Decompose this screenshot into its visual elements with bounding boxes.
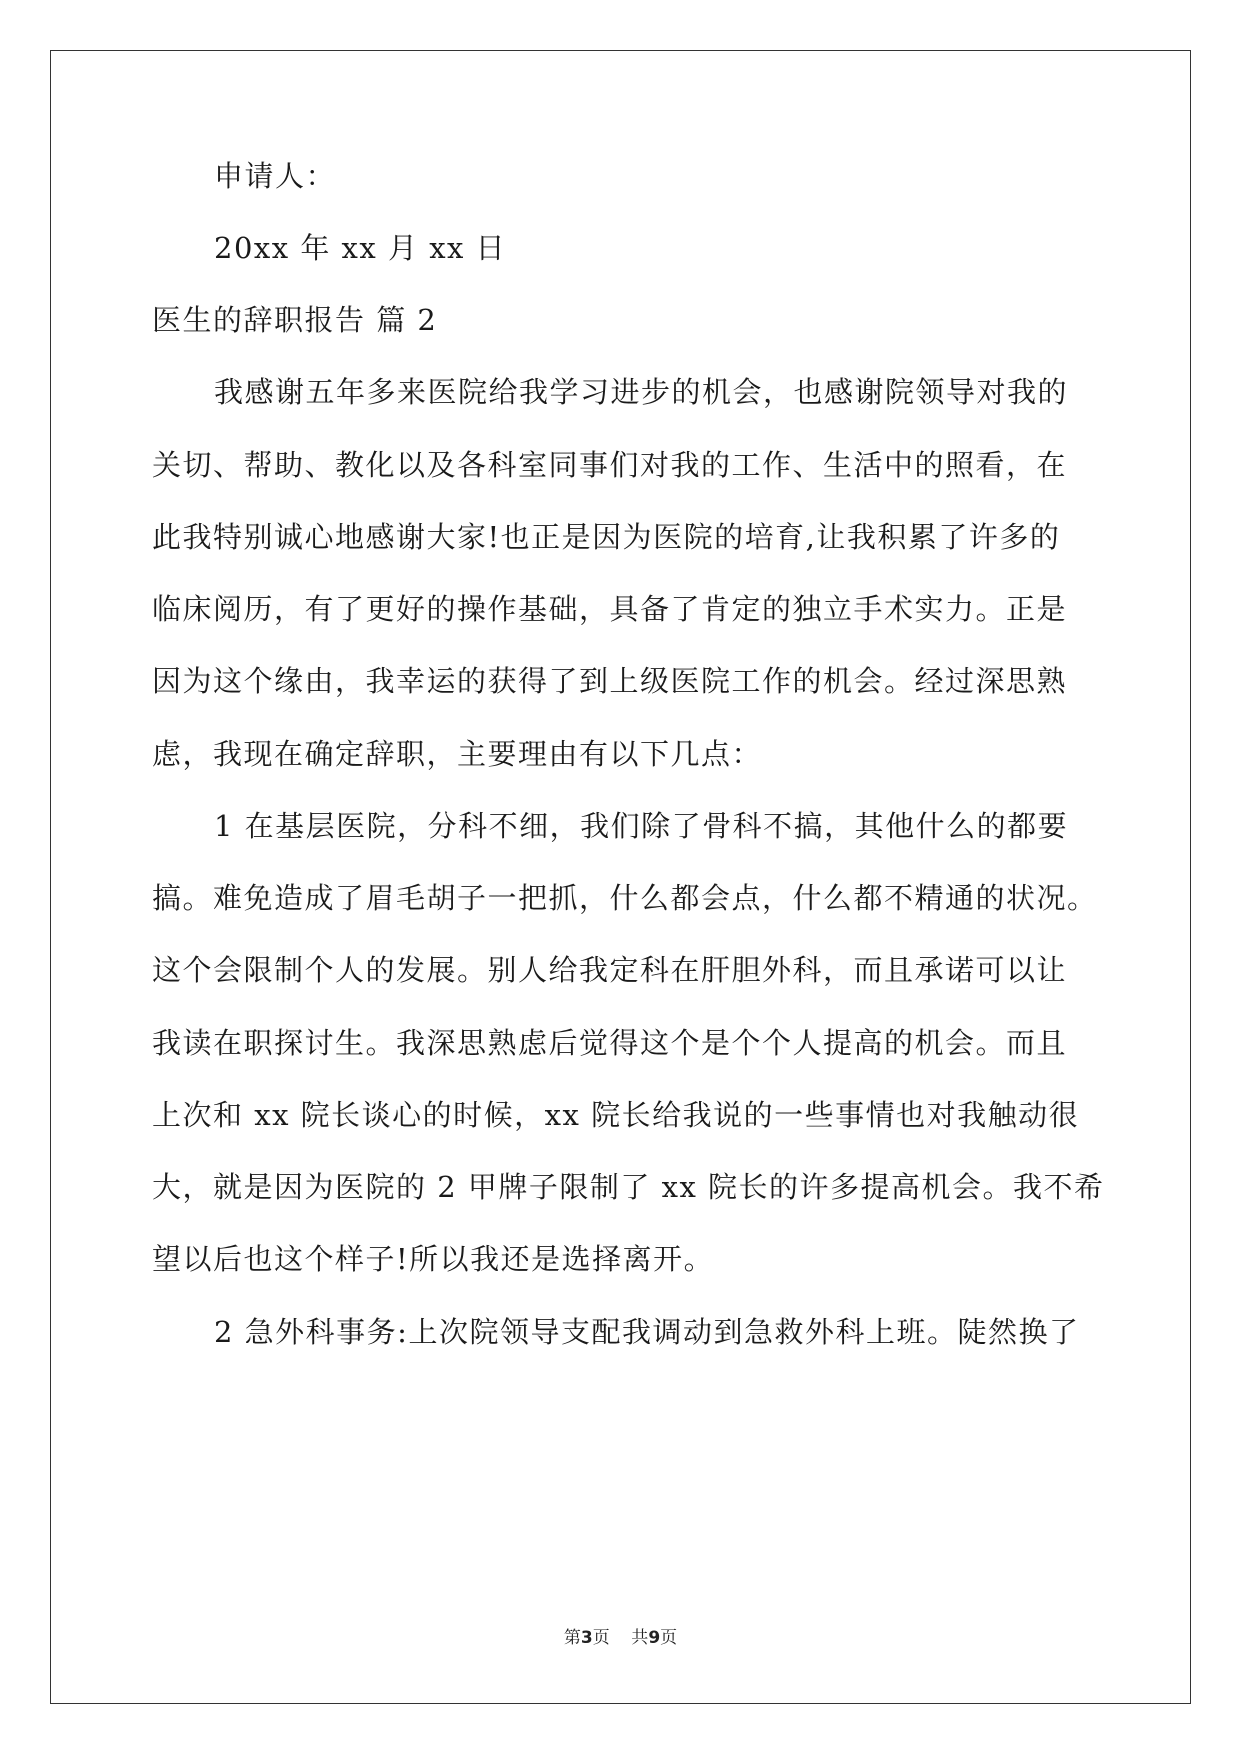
footer-page-current: 3 xyxy=(580,1628,593,1648)
body-line: 大，就是因为医院的 2 甲牌子限制了 xx 院长的许多提高机会。我不希 xyxy=(152,1170,1105,1204)
body-line: 这个会限制个人的发展。别人给我定科在肝胆外科，而且承诺可以让 xyxy=(152,953,1068,987)
body-line: 我感谢五年多来医院给我学习进步的机会，也感谢院领导对我的 xyxy=(214,375,1069,409)
body-line: 上次和 xx 院长谈心的时候，xx 院长给我说的一些事情也对我触动很 xyxy=(152,1098,1080,1132)
footer-page-prefix: 第 xyxy=(563,1628,581,1648)
body-line: 此我特别诚心地感谢大家!也正是因为医院的培育,让我积累了许多的 xyxy=(152,520,1061,554)
applicant-label: 申请人： xyxy=(214,159,337,193)
page-border xyxy=(50,50,1191,1704)
date-line: 20xx 年 xx 月 xx 日 xyxy=(214,231,507,265)
body-line: 因为这个缘由，我幸运的获得了到上级医院工作的机会。经过深思熟 xyxy=(152,664,1068,698)
body-line: 2 急外科事务:上次院领导支配我调动到急救外科上班。陡然换了 xyxy=(214,1315,1080,1349)
body-line: 1 在基层医院，分科不细，我们除了骨科不搞，其他什么的都要 xyxy=(214,809,1069,843)
section-title: 医生的辞职报告 篇 2 xyxy=(152,303,438,337)
body-line: 我读在职探讨生。我深思熟虑后觉得这个是个个人提高的机会。而且 xyxy=(152,1026,1068,1060)
body-line: 临床阅历，有了更好的操作基础，具备了肯定的独立手术实力。正是 xyxy=(152,592,1068,626)
page-footer xyxy=(0,1627,1241,1649)
footer-page-suffix: 页 xyxy=(660,1628,678,1648)
footer-page-mid: 页 共 xyxy=(592,1628,649,1648)
body-line: 搞。难免造成了眉毛胡子一把抓，什么都会点，什么都不精通的状况。 xyxy=(152,881,1098,915)
body-line: 关切、帮助、教化以及各科室同事们对我的工作、生活中的照看，在 xyxy=(152,448,1068,482)
body-line: 望以后也这个样子!所以我还是选择离开。 xyxy=(152,1242,715,1276)
footer-page-total: 9 xyxy=(648,1628,661,1648)
body-line: 虑，我现在确定辞职，主要理由有以下几点： xyxy=(152,737,763,771)
